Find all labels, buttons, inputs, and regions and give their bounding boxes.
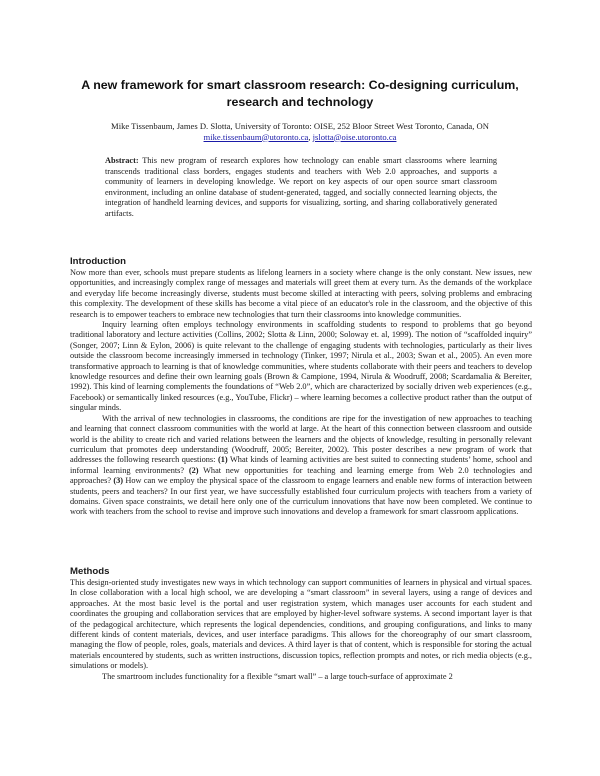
email-link-tissenbaum[interactable]: mike.tissenbaum@utoronto.ca [203,131,309,142]
author-affiliation: Mike Tissenbaum, James D. Slotta, University of Toronto: OISE, 252 Bloor Street West Toronto, Canada, ON [111,121,489,131]
intro-p3-text-c: What new opportunities for teaching and learning emerge from Web 2.0 technologies and approaches? [70,465,533,486]
methods-paragraph-2: The smartroom includes functionality for a flexible “smart wall” – a large touch-surface of approximate 2 [102,671,453,681]
section-heading-methods: Methods [70,566,110,577]
intro-p3-text-d: How can we employ the physical space of the classroom to engage learners and enable new forms of interaction between students, peers and teachers? In our first year, we have successfully established four curriculum projects with teachers from a variety of domains. Given space constraints, we detail here only one of the curriculum innovations that have now been completed. We continue to work with teachers from the school to revise and improve such innovations and develop a framework for smart classroom applications. [70,476,532,517]
abstract-text: This new program of research explores how technology can enable smart classrooms where learning transcends traditional class borders, engages students and teachers with Web 2.0 approaches, and supports a community of learners in developing knowledge. We report on key aspects of our open source smart classroom environment, including an online database of student-generated, tagged, and socially connected learning objects, the integration of handheld learning devices, and supports for visualizing, sorting, and sharing collaboratively generated artifacts. [105,156,497,218]
intro-paragraph-1: Now more than ever, schools must prepare students as lifelong learners in a society where change is the only constant. New issues, new opportunities, and increasingly complex range of messages and materials will greet them at every turn. As the demands of the workplace and everyday life become increasingly diverse, students must become skilled at interacting with peers, solving problems and embracing this complexity. The development of these skills has become a vital piece of an educator's role in the classroom, and the objective of this research is to empower teachers to embrace new technologies that turn their classrooms into knowledge communities. [70,268,532,319]
intro-p3-text-b: What kinds of learning activities are best suited to connecting students’ home, school and informal learning environments? [70,455,532,475]
methods-body [70,578,532,682]
section-heading-introduction: Introduction [70,256,126,267]
methods-paragraph-1: This design-oriented study investigates new ways in which technology can support communities of learners in physical and virtual spaces. In close collaboration with a local high school, we are developing a “smart classroom” in several layers, using a range of devices and approaches. At the most basic level is the portal and user registration system, which manages user accounts for each student and coordinates the grouping and collaboration services that are employed by higher-level software systems. A second important layer is that of the pedagogical architecture, which represents the logical dependencies, conditions, and grouping configurations, and links to many different kinds of content materials, devices, and user interface paradigms. This allows for the choreography of our smart classroom, managing the flow of people, roles, goals, materials and devices. A third layer is that of content, which is responsible for storing the actual materials encountered by students, such as written instructions, discussion topics, reflection prompts and notes, or rich media objects (e.g., simulations or models). [70,578,532,671]
research-question-1-marker: (1) [217,455,228,465]
email-link-slotta[interactable]: jslotta@oise.utoronto.ca [312,131,397,142]
abstract-label: Abstract: [105,156,139,165]
introduction-body [70,268,532,518]
author-block [90,121,510,142]
research-question-2-marker: (2) [188,465,199,475]
paper-title: A new framework for smart classroom research: Co-designing curriculum, research and technology [81,78,519,109]
author-emails [90,132,510,143]
intro-paragraph-2: Inquiry learning often employs technology environments in scaffolding students to respond to problems that go beyond traditional laboratory and lecture activities (Collins, 2002; Slotta & Linn, 2000; Soloway et. al, 1999). The notion of “scaffolded inquiry” (Songer, 2007; Linn & Eylon, 2006) is quite relevant to the challenge of engaging students with technologies, particularly as their lives outside the classroom become increasingly immersed in technology (Tinker, 1997; Nirula et al., 2003; Swan et al., 2005). An even more transformative approach to learning is that of knowledge communities, where students collaborate with their peers and teachers to develop knowledge resources and define their own learning goals (Brown & Campione, 1994, Nirula & Woodruff, 2008; Scardamalia & Bereiter, 1992). This kind of learning complements the foundations of “Web 2.0”, which are characterized by socially driven web experiences (e.g., Facebook) or semantically linked resources (e.g., YouTube, Flickr) – where learning becomes a collective product rather than the output of singular minds. [70,320,532,413]
intro-p3-text-a: With the arrival of new technologies in classrooms, the conditions are ripe for the investigation of new approaches to teaching and learning that connect classroom communities with the world at large. At the heart of this connection between classroom and outside world is the ability to create rich and varied relations between the learners and the objects of knowledge, resulting in personally relevant curriculum that promotes deep understanding (Woodruff, 2005; Bereiter, 2002). This poster describes a new program of work that addresses the following research questions: [70,413,532,465]
abstract [105,156,497,219]
email-separator: , [308,131,313,142]
intro-paragraph-3 [70,414,532,518]
research-question-3-marker: (3) [113,476,124,486]
